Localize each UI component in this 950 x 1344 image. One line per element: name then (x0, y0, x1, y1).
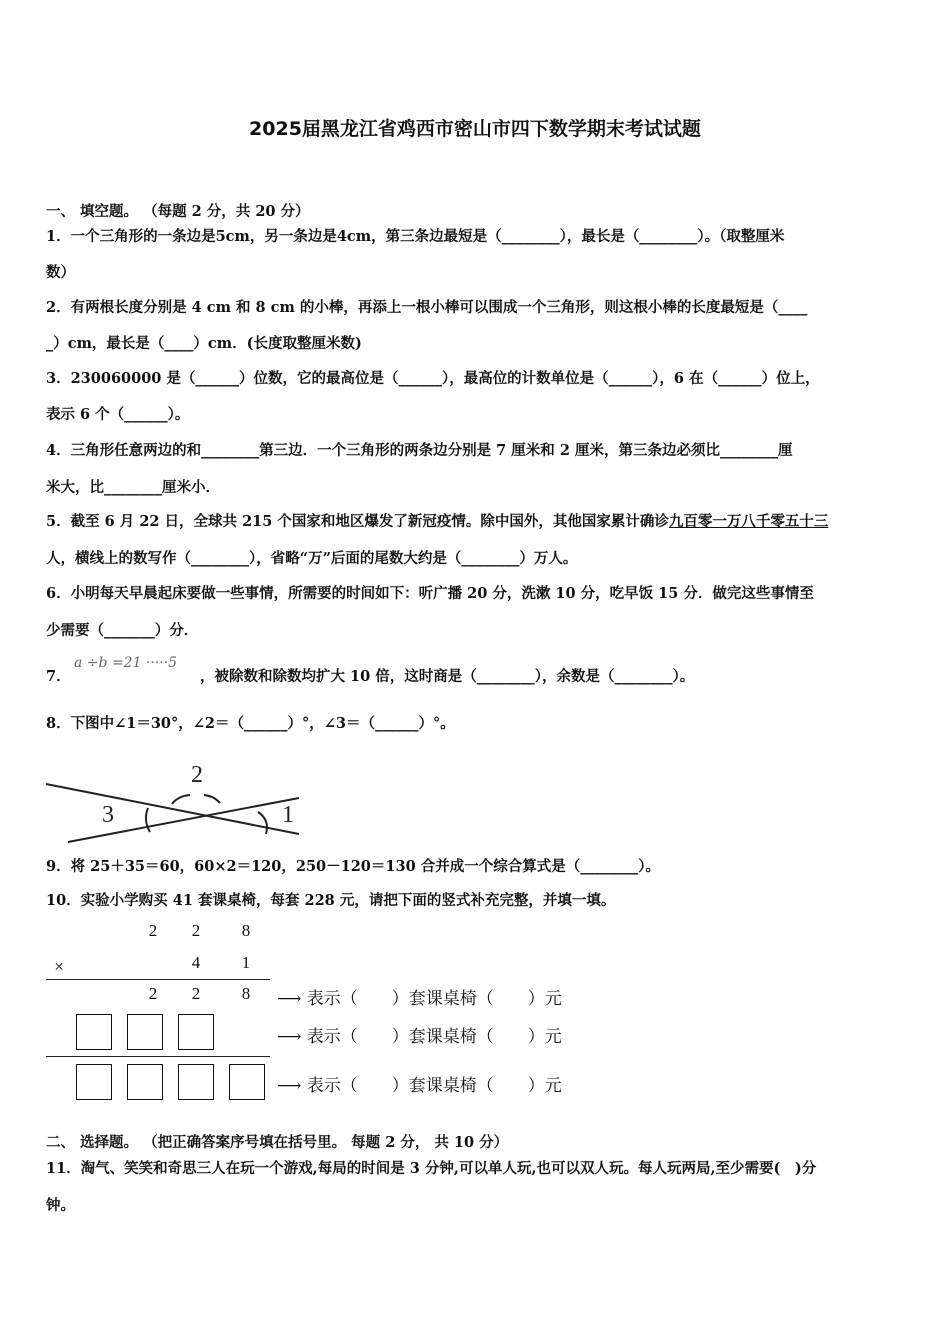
angle-label-3: 3 (102, 802, 114, 828)
section-heading-1: 一、 填空题。 （每题 2 分，共 20 分） (46, 203, 310, 220)
figure-line-a (46, 784, 299, 834)
question-10: 10．实验小学购买 41 套课桌椅，每套 228 元，请把下面的竖式补充完整，并填一填。 (46, 892, 616, 909)
arrow-note-text: 表示（ ）套课桌椅（ ）元 (306, 1076, 562, 1096)
right-arrow-icon: ⟶ (277, 989, 302, 1009)
question-3-line-2: 表示 6 个（______）。 (46, 406, 190, 423)
multiplier-digit: 1 (241, 953, 251, 972)
angle-arc-3 (146, 808, 150, 832)
angle-label-1: 1 (282, 802, 294, 828)
answer-box[interactable] (76, 1014, 112, 1050)
calc-divider-top (46, 979, 270, 980)
question-7-formula: a ÷b =21 ·····5 (74, 655, 178, 671)
question-4-line-2: 米大，比________厘米小． (46, 479, 220, 496)
answer-box[interactable] (76, 1064, 112, 1100)
question-11-line-2: 钟。 (46, 1197, 75, 1214)
arrow-note-text: 表示（ ）套课桌椅（ ）元 (306, 1027, 562, 1047)
angle-arc-2-right (204, 795, 220, 803)
arrow-note-1 (277, 984, 562, 1009)
question-5-line-1 (46, 512, 828, 532)
question-2-line-2: _）cm，最长是（____）cm．(长度取整厘米数) (46, 335, 362, 352)
section-heading-2: 二、 选择题。 （把正确答案序号填在括号里。 每题 2 分， 共 10 分） (46, 1134, 509, 1151)
question-1-line-1: 1．一个三角形的一条边是5cm，另一条边是4cm，第三条边最短是（________），最长是（________）。（取整厘米 (46, 228, 785, 245)
angle-figure (44, 758, 304, 844)
question-8: 8．下图中∠1＝30°，∠2＝（______）°，∠3＝（______）°。 (46, 715, 455, 732)
question-1-line-2: 数） (46, 264, 75, 281)
partial-product-digit: 2 (191, 984, 201, 1003)
partial-product-digit: 8 (241, 984, 251, 1003)
partial-product-digit: 2 (148, 984, 158, 1003)
answer-box[interactable] (127, 1064, 163, 1100)
answer-box[interactable] (127, 1014, 163, 1050)
answer-box[interactable] (178, 1014, 214, 1050)
multiplier-digit: 4 (191, 953, 201, 972)
question-5-line-2: 人，横线上的数写作（________），省略“万”后面的尾数大约是（________）万人。 (46, 550, 578, 567)
question-11-line-1: 11．淘气、笑笑和奇思三人在玩一个游戏,每局的时间是 3 分钟,可以单人玩,也可以双人玩。每人玩两局,至少需要( )分 (46, 1160, 817, 1177)
multiplicand-digit: 8 (241, 921, 251, 940)
right-arrow-icon: ⟶ (277, 1027, 302, 1047)
calc-divider-bottom (46, 1056, 270, 1057)
question-6-line-2: 少需要（_______）分． (46, 622, 199, 639)
angle-arc-1 (258, 812, 267, 834)
arrow-note-3 (277, 1071, 562, 1096)
multiplicand-digit: 2 (148, 921, 158, 940)
angle-label-2: 2 (191, 762, 203, 788)
multiply-sign: × (54, 957, 64, 976)
question-5-underlined-number: 九百零一万八千零五十三 (668, 513, 829, 530)
question-3-line-1: 3．230060000 是（______）位数，它的最高位是（______），最高位的计数单位是（______），6 在（______）位上， (46, 370, 820, 387)
right-arrow-icon: ⟶ (277, 1076, 302, 1096)
question-7-text: ，被除数和除数均扩大 10 倍，这时商是（________），余数是（________）。 (200, 668, 695, 685)
question-2-line-1: 2．有两根长度分别是 4 cm 和 8 cm 的小棒，再添上一根小棒可以围成一个三角形，则这根小棒的长度最短是（____ (46, 299, 808, 316)
page-title: 2025届黑龙江省鸡西市密山市四下数学期末考试试题 (249, 118, 701, 140)
question-6-line-1: 6．小明每天早晨起床要做一些事情，所需要的时间如下：听广播 20 分，洗漱 10 分，吃早饭 15 分．做完这些事情至 (46, 585, 814, 602)
question-5-text: 5．截至 6 月 22 日，全球共 215 个国家和地区爆发了新冠疫情。除中国外，其他国家累计确诊 (46, 513, 669, 530)
question-7-number: 7． (46, 668, 71, 685)
multiplicand-digit: 2 (191, 921, 201, 940)
question-4-line-1: 4．三角形任意两边的和________第三边．一个三角形的两条边分别是 7 厘米和 2 厘米，第三条边必须比________厘 (46, 442, 793, 459)
angle-arc-2-left (172, 795, 190, 804)
arrow-note-text: 表示（ ）套课桌椅（ ）元 (306, 989, 562, 1009)
arrow-note-2 (277, 1022, 562, 1047)
question-9: 9．将 25＋35＝60，60×2＝120，250－120＝130 合并成一个综合算式是（________）。 (46, 858, 660, 875)
answer-box[interactable] (229, 1064, 265, 1100)
answer-box[interactable] (178, 1064, 214, 1100)
